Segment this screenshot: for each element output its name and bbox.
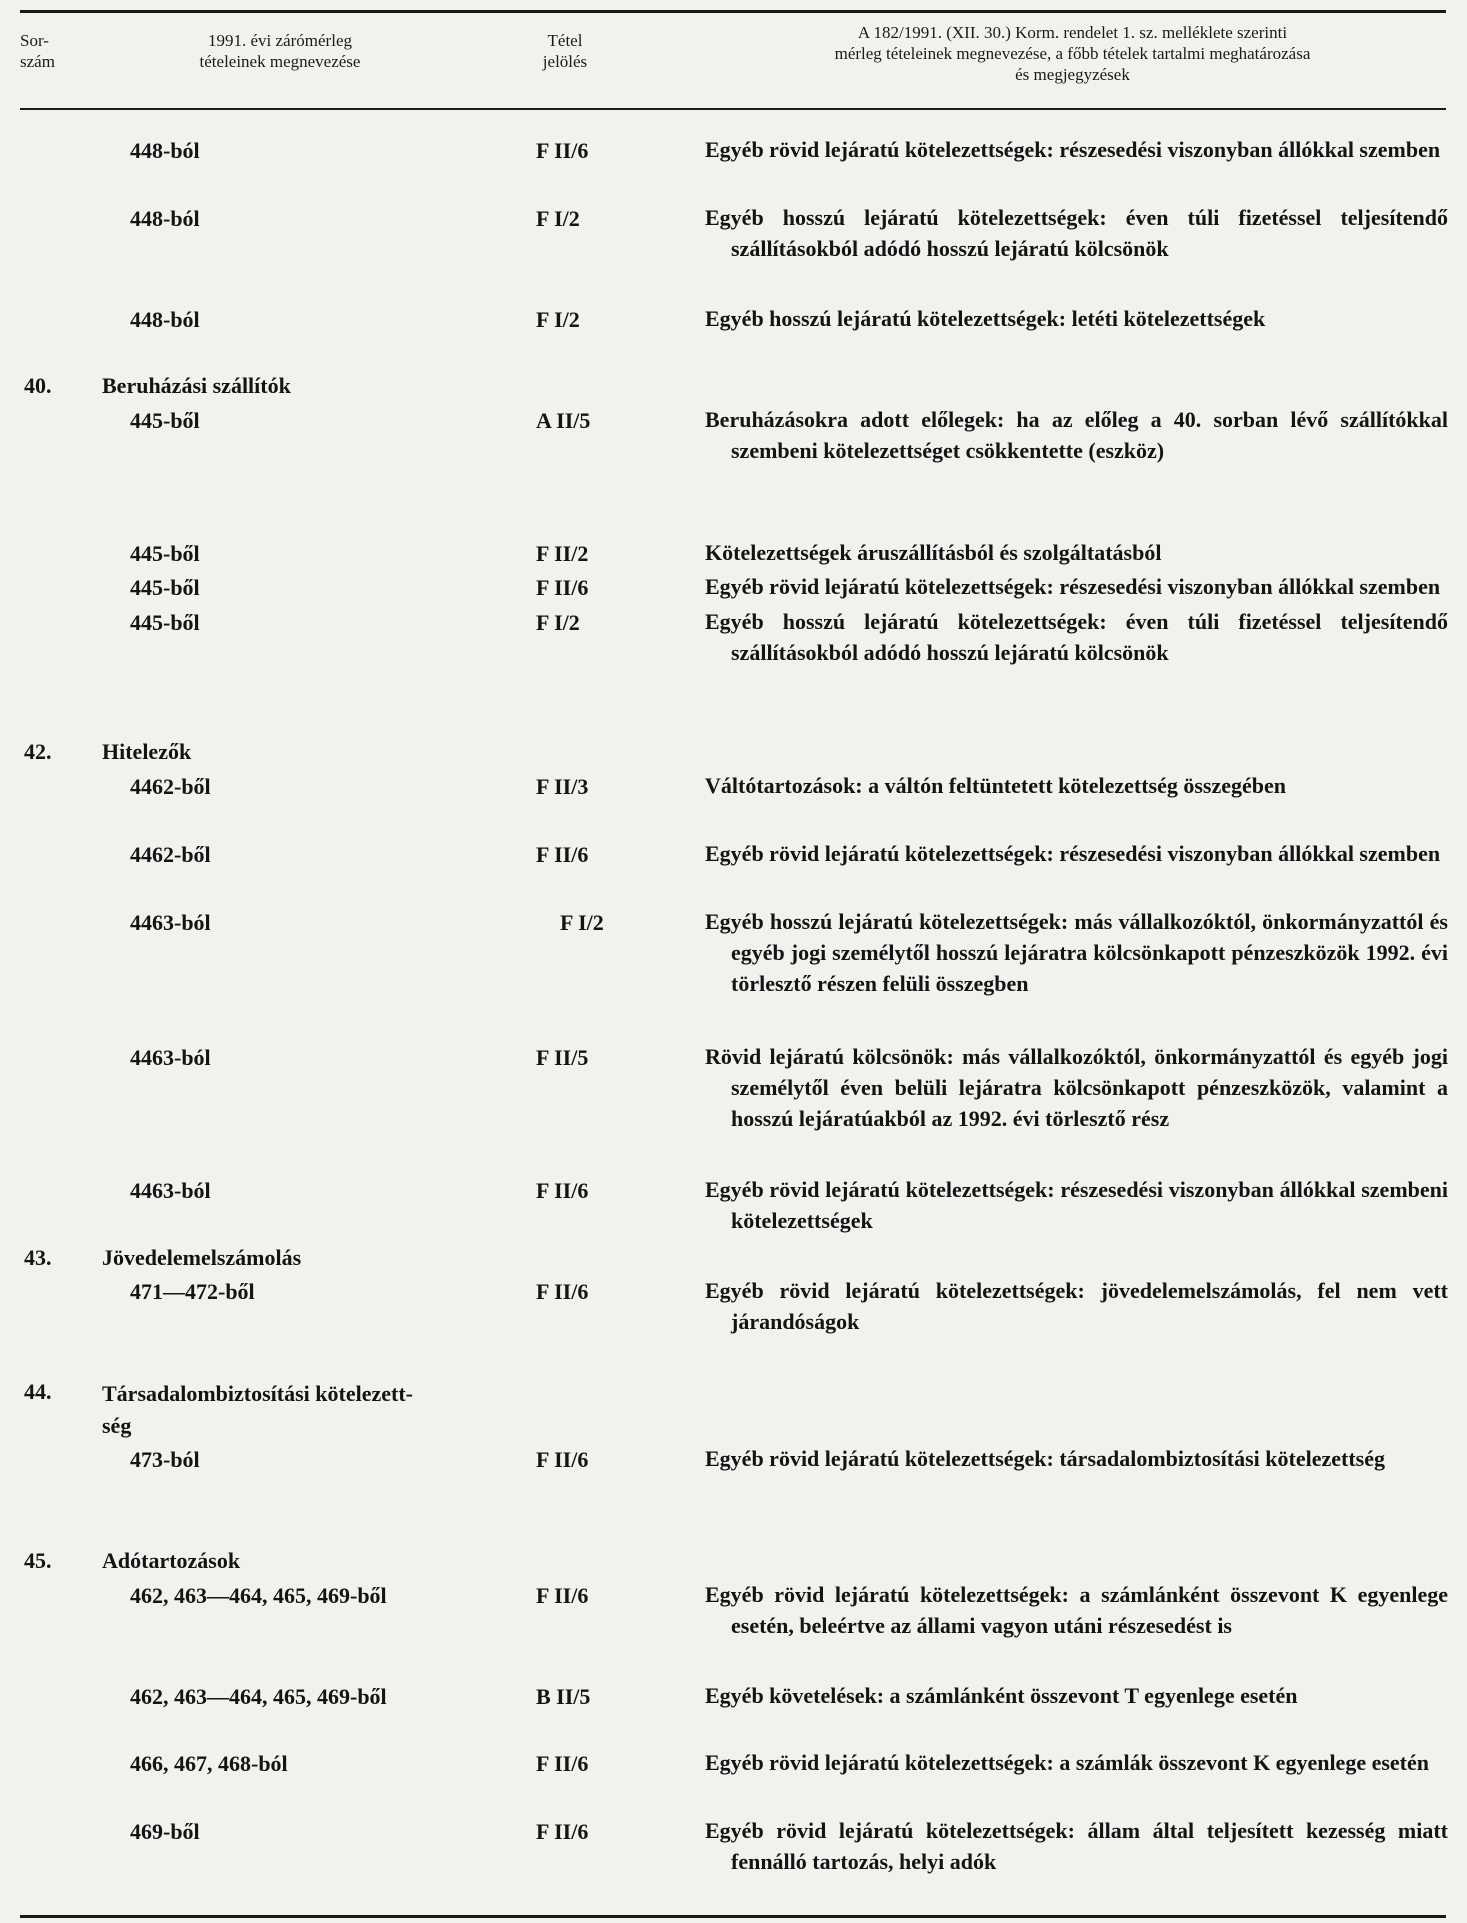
row-description: Váltótartozások: a váltón feltüntetett kötelezettség összegében — [705, 773, 1287, 798]
row-description: Rövid lejáratú kölcsönök: más vállalkozóktól, önkormányzattól és egyéb jogi személytől éven belüli lejáratra kölcsönkapott pénzeszközök, valamint a hosszú lejáratúakból az 1992. évi törlesztő rész — [705, 1044, 1448, 1131]
row-code: F II/2 — [536, 541, 589, 566]
row-description: Beruházásokra adott előlegek: ha az előleg a 40. sorban lévő szállítókkal szembeni kötelezettséget csökkentette (eszköz) — [705, 407, 1448, 463]
row-description: Egyéb rövid lejáratú kötelezettségek: társadalombiztosítási kötelezettség — [705, 1446, 1386, 1471]
row-code: F II/6 — [536, 575, 589, 600]
row-code: F I/2 — [536, 307, 580, 332]
row-code: F II/6 — [536, 1178, 589, 1203]
row-source: 4463-ból — [130, 1178, 211, 1203]
row-description: Egyéb rövid lejáratú kötelezettségek: állam által teljesített kezesség miatt fennálló tartozás, helyi adók — [705, 1818, 1448, 1874]
row-source: 448-ból — [130, 206, 200, 231]
section-45: 45. Adótartozások — [24, 1548, 241, 1573]
row-description: Egyéb rövid lejáratú kötelezettségek: a számlánként összevont K egyenlege esetén, beleértve az állami vagyon utáni részesedést is — [705, 1582, 1448, 1638]
row-code: F II/6 — [536, 1583, 589, 1608]
row-source: 462, 463—464, 465, 469-ből — [130, 1684, 387, 1709]
row-source: 445-ből — [130, 610, 200, 635]
row-source: 471—472-ből — [130, 1279, 255, 1304]
row-code: F II/6 — [536, 138, 589, 163]
header-item-code: Tétel jelölés — [542, 31, 588, 71]
row-code: F II/6 — [536, 1819, 589, 1844]
row-source: 4462-ből — [130, 774, 211, 799]
row-description: Egyéb hosszú lejáratú kötelezettségek: éven túli fizetéssel teljesítendő szállításokból adódó hosszú lejáratú kölcsönök — [705, 205, 1448, 261]
section-42: 42. Hitelezők — [24, 739, 192, 764]
row-code: F II/6 — [536, 1279, 589, 1304]
row-source: 473-ból — [130, 1447, 200, 1472]
row-source: 445-ből — [130, 408, 200, 433]
row-code: F I/2 — [536, 206, 580, 231]
row-code: A II/5 — [536, 408, 591, 433]
header-rule — [20, 108, 1446, 110]
row-description: Egyéb követelések: a számlánként összevont T egyenlege esetén — [705, 1683, 1298, 1708]
row-description: Egyéb rövid lejáratú kötelezettségek: részesedési viszonyban állókkal szemben — [705, 137, 1441, 162]
row-code: F II/6 — [536, 1751, 589, 1776]
header-description: A 182/1991. (XII. 30.) Korm. rendelet 1. sz. melléklete szerinti mérleg tételeinek megnevezése, a főbb tételek tartalmi meghatározása és megjegyzések — [834, 23, 1311, 84]
row-description: Egyéb rövid lejáratú kötelezettségek: részesedési viszonyban állókkal szemben — [705, 574, 1441, 599]
top-rule — [20, 10, 1446, 13]
row-description: Egyéb hosszú lejáratú kötelezettségek: éven túli fizetéssel teljesítendő szállításokból adódó hosszú lejáratú kölcsönök — [705, 609, 1448, 665]
row-description: Egyéb rövid lejáratú kötelezettségek: a számlák összevont K egyenlege esetén — [705, 1750, 1430, 1775]
row-source: 462, 463—464, 465, 469-ből — [130, 1583, 387, 1608]
row-code: F II/6 — [536, 1447, 589, 1472]
header-balance-items: 1991. évi zárómérleg tételeinek megnevezése — [199, 31, 361, 71]
row-source: 4462-ből — [130, 842, 211, 867]
row-description: Egyéb hosszú lejáratú kötelezettségek: más vállalkozóktól, önkormányzattól és egyéb jogi személytől hosszú lejáratra kölcsönkapott pénzeszközök 1992. évi törlesztő részen felüli összegben — [705, 909, 1448, 996]
row-code: F II/3 — [536, 774, 589, 799]
row-source: 448-ból — [130, 138, 200, 163]
section-40: 40. Beruházási szállítók — [24, 373, 291, 398]
row-description: Egyéb rövid lejáratú kötelezettségek: jövedelemelszámolás, fel nem vett járandóságok — [705, 1278, 1448, 1334]
row-code: F I/2 — [560, 910, 604, 935]
section-44: 44. Társadalombiztosítási kötelezett- ség — [24, 1379, 413, 1438]
row-code: F I/2 — [536, 610, 580, 635]
row-code: F II/6 — [536, 842, 589, 867]
row-description: Egyéb rövid lejáratú kötelezettségek: részesedési viszonyban állókkal szembeni kötelezettségek — [705, 1177, 1448, 1233]
row-source: 445-ből — [130, 575, 200, 600]
row-code: B II/5 — [536, 1684, 591, 1709]
row-description: Egyéb hosszú lejáratú kötelezettségek: letéti kötelezettségek — [705, 306, 1266, 331]
row-source: 4463-ból — [130, 1045, 211, 1070]
header-row-number: Sor- szám — [20, 31, 55, 71]
row-source: 469-ből — [130, 1819, 200, 1844]
bottom-rule — [20, 1915, 1446, 1918]
row-source: 445-ből — [130, 541, 200, 566]
row-description: Egyéb rövid lejáratú kötelezettségek: részesedési viszonyban állókkal szemben — [705, 841, 1441, 866]
section-43: 43. Jövedelemelszámolás — [24, 1245, 302, 1270]
row-source: 466, 467, 468-ból — [130, 1751, 288, 1776]
row-code: F II/5 — [536, 1045, 589, 1070]
row-description: Kötelezettségek áruszállításból és szolgáltatásból — [705, 540, 1162, 565]
row-source: 4463-ból — [130, 910, 211, 935]
row-source: 448-ból — [130, 307, 200, 332]
